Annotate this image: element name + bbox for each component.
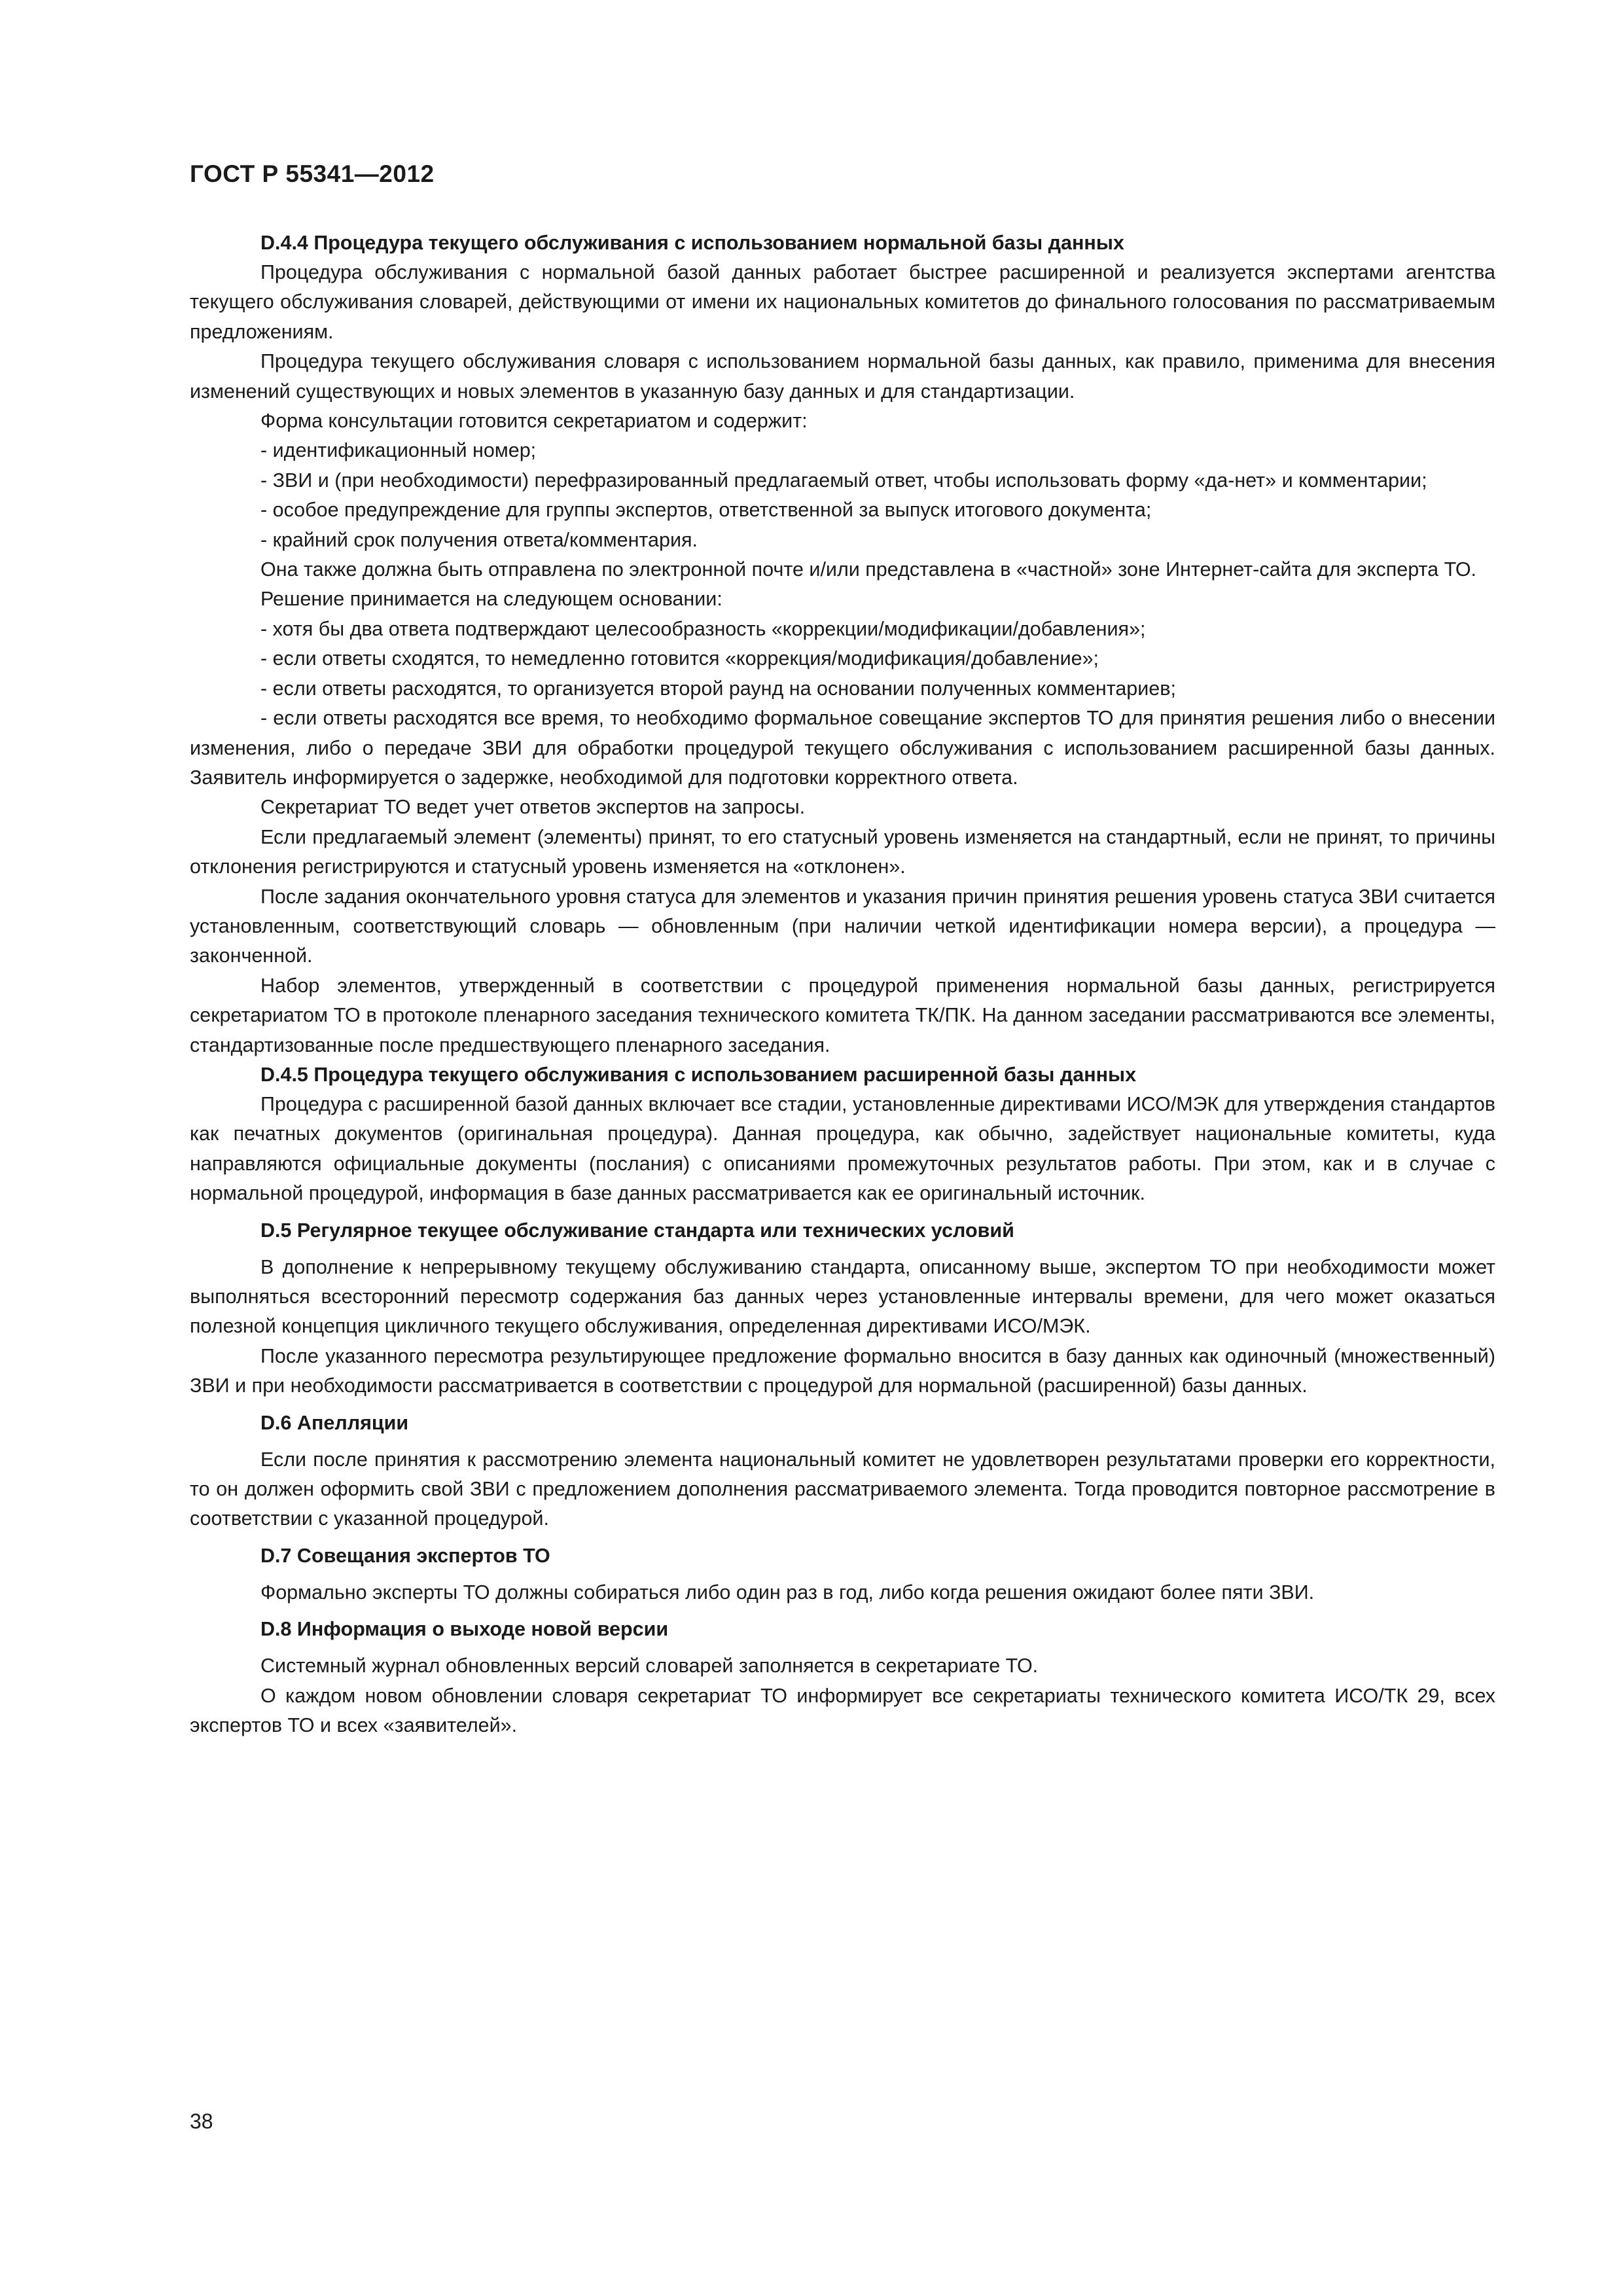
list-item: - ЗВИ и (при необходимости) перефразированный предлагаемый ответ, чтобы использовать форму «да-нет» и комментарии;: [260, 469, 1427, 492]
list-item: - особое предупреждение для группы экспертов, ответственной за выпуск итогового документа;: [260, 499, 1152, 522]
list-item: - хотя бы два ответа подтверждают целесообразность «коррекции/модификации/добавления»;: [260, 617, 1146, 640]
paragraph: Формально эксперты ТО должны собираться либо один раз в год, либо когда решения ожидают более пяти ЗВИ.: [260, 1581, 1315, 1604]
paragraph: Секретариат ТО ведет учет ответов экспертов на запросы.: [260, 796, 806, 819]
section-heading: D.6 Апелляции: [260, 1411, 409, 1434]
section-heading: D.4.5 Процедура текущего обслуживания с использованием расширенной базы данных: [260, 1063, 1137, 1086]
paragraph: Если после принятия к рассмотрению элемента национальный комитет не удовлетворен результатами проверки его корректности, то он должен оформить свой ЗВИ с предложением дополнения рассматриваемого элемента. Тогда проводится повторное рассмотрение в соответствии с указанной процедурой.: [190, 1448, 1495, 1530]
section-heading: D.7 Совещания экспертов ТО: [260, 1544, 550, 1567]
paragraph: Системный журнал обновленных версий словарей заполняется в секретариате ТО.: [260, 1655, 1039, 1677]
list-item: - если ответы сходятся, то немедленно готовится «коррекция/модификация/добавление»;: [260, 647, 1099, 670]
paragraph: О каждом новом обновлении словаря секретариат ТО информирует все секретариаты технического комитета ИСО/ТК 29, всех экспертов ТО и всех «заявителей».: [190, 1684, 1495, 1737]
list-item: - если ответы расходятся, то организуется второй раунд на основании полученных комментариев;: [260, 677, 1176, 700]
paragraph: После указанного пересмотра результирующее предложение формально вносится в базу данных как одиночный (множественный) ЗВИ и при необходимости рассматривается в соответствии с процедурой для нормальной (расширенной) базы данных.: [190, 1344, 1495, 1397]
list-item: - крайний срок получения ответа/комментария.: [260, 528, 698, 551]
paragraph: Процедура текущего обслуживания словаря с использованием нормальной базы данных, как правило, применима для внесения изменений существующих и новых элементов в указанную базу данных и для стандартизации.: [190, 350, 1495, 403]
paragraph: В дополнение к непрерывному текущему обслуживанию стандарта, описанному выше, экспертом ТО при необходимости может выполняться всесторонний пересмотр содержания баз данных через установленные интервалы времени, для чего может оказаться полезной концепция цикличного текущего обслуживания, определенная директивами ИСО/МЭК.: [190, 1255, 1495, 1338]
list-item: - идентификационный номер;: [260, 439, 537, 462]
paragraph: После задания окончательного уровня статуса для элементов и указания причин принятия решения уровень статуса ЗВИ считается установленным, соответствующий словарь — обновленным (при наличии четкой идентификации номера версии), а процедура — законченной.: [190, 885, 1495, 967]
document-page: [190, 160, 1495, 1740]
paragraph: Процедура обслуживания с нормальной базой данных работает быстрее расширенной и реализуется экспертами агентства текущего обслуживания словарей, действующими от имени их национальных комитетов до финального голосования по рассматриваемым предложениям.: [190, 261, 1495, 343]
paragraph: Форма консультации готовится секретариатом и содержит:: [260, 410, 808, 433]
paragraph: Решение принимается на следующем основании:: [260, 588, 722, 611]
section-heading: D.4.4 Процедура текущего обслуживания с использованием нормальной базы данных: [260, 232, 1124, 254]
section-heading: D.8 Информация о выходе новой версии: [260, 1618, 669, 1641]
paragraph: Процедура с расширенной базой данных включает все стадии, установленные директивами ИСО/МЭК для утверждения стандартов как печатных документов (оригинальная процедура). Данная процедура, как обычно, задействует национальные комитеты, куда направляются официальные документы (послания) с описаниями промежуточных результатов работы. При этом, как и в случае с нормальной процедурой, информация в базе данных рассматривается как ее оригинальный источник.: [190, 1092, 1495, 1205]
paragraph: Она также должна быть отправлена по электронной почте и/или представлена в «частной» зоне Интернет-сайта для эксперта ТО.: [260, 558, 1477, 581]
document-body: [190, 228, 1495, 1740]
paragraph: Если предлагаемый элемент (элементы) принят, то его статусный уровень изменяется на стандартный, если не принят, то причины отклонения регистрируются и статусный уровень изменяется на «отклонен».: [190, 825, 1495, 878]
paragraph: Набор элементов, утвержденный в соответствии с процедурой применения нормальной базы данных, регистрируется секретариатом ТО в протоколе пленарного заседания технического комитета ТК/ПК. На данном заседании рассматриваются все элементы, стандартизованные после предшествующего пленарного заседания.: [190, 974, 1495, 1056]
section-heading: D.5 Регулярное текущее обслуживание стандарта или технических условий: [260, 1219, 1014, 1242]
page-number: 38: [190, 2109, 213, 2133]
standard-header: ГОСТ Р 55341—2012: [190, 160, 435, 187]
list-item: - если ответы расходятся все время, то необходимо формальное совещание экспертов ТО для принятия решения либо о внесении изменения, либо о передаче ЗВИ для обработки процедурой текущего обслуживания с использованием расширенной базы данных. Заявитель информируется о задержке, необходимой для подготовки корректного ответа.: [190, 707, 1495, 789]
